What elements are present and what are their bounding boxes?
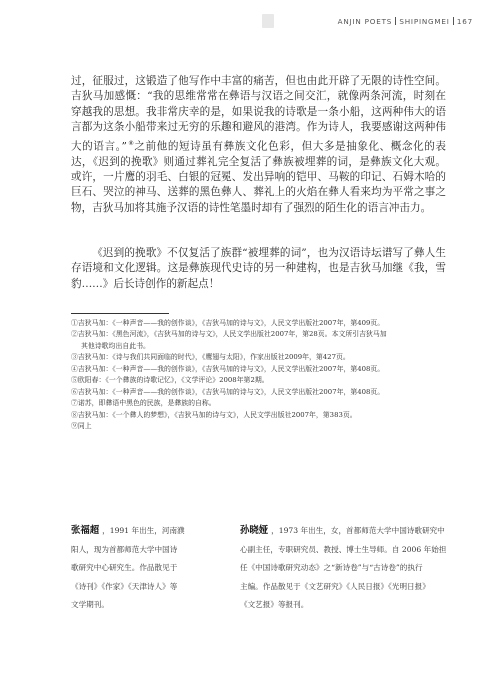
footnotes (71, 318, 446, 433)
footnote-item: ②吉狄马加：《黑色河流》，《吉狄马加的诗与文》，人民文学出版社2007年，第28页。本文所引吉狄马加 (71, 330, 387, 339)
footnote-item: ⑨同上 (71, 422, 92, 431)
body-paragraph-2 (71, 246, 446, 292)
bio-line: 阳人，现为首都师范大学中国诗 (71, 544, 178, 554)
running-header (0, 14, 499, 34)
header-separator (453, 17, 454, 25)
footnote-item: ③吉狄马加：《诗与我们共同面临的时代》，《鹰翅与太阳》，作家出版社2009年，第427页。 (71, 353, 350, 362)
page-number: 167 (456, 17, 473, 26)
footnote-item: ⑥吉狄马加：《一种声音——我的创作谈》，《吉狄马加的诗与文》，人民文学出版社2007年，第408页。 (71, 387, 385, 396)
series-title: SHIPINGMEI (399, 17, 450, 26)
journal-title: ANJIN POETS (337, 17, 393, 26)
bio-line: 文学期刊。 (71, 600, 109, 610)
author-bio-right (240, 522, 446, 615)
footnote-item: 其他诗歌均出自此书。 (81, 341, 150, 350)
bio-line: 《文艺报》等报刊。 (240, 600, 309, 610)
header-text (338, 17, 473, 26)
bio-line: 主编。作品散见于《文艺研究》《人民日报》《光明日报》 (240, 581, 430, 591)
footnote-item: ⑤欧阳春：《一个彝族的诗歌记忆》，《文学评论》2008年第2期。 (71, 376, 269, 385)
bio-line (71, 522, 218, 541)
paragraph-1-continued: 之前他的短诗虽有彝族文化色彩，但大多是抽象化、概念化的表达，《迟到的挽歌》则通过葬礼完全复活了彝族被埋葬的词，是彝族文化大观。或许，一片鹰的羽毛、白银的冠冕、发出异响的铠甲、马鞍的印记、石姆木哈的巨石、哭泣的神马、送葬的黑色彝人、葬礼上的火焰在彝人看来均为平常之事之物，吉狄马加将其施予汉语的诗性笔墨时却有了强烈的陌生化的语言冲击力。 (71, 140, 446, 214)
footnote-item: ①吉狄马加：《一种声音——我的创作谈》，《吉狄马加的诗与文》，人民文学出版社2007年，第409页。 (71, 319, 385, 327)
footnote-item: ⑧吉狄马加：《一个彝人的梦想》，《吉狄马加的诗与文》，人民文学出版社2007年，第383页。 (71, 410, 357, 419)
author-name: 孙晓娅 (240, 525, 269, 536)
author-bio-left (71, 522, 218, 615)
bio-line: 歌研究中心研究生。作品散见于 (71, 563, 178, 573)
body-paragraph-1 (71, 74, 446, 216)
header-separator (395, 17, 396, 25)
author-name: 张福超 (71, 525, 100, 536)
bio-text: ，1991 年出生，河南濮 (102, 526, 185, 535)
bio-line: 心副主任，专职研究员、教授、博士生导师。自 2006 年始担 (240, 544, 447, 554)
paragraph-1-text: 过，征服过，这锻造了他写作中丰富的痛苦，但也由此开辟了无限的诗性空间。吉狄马加感慨：“我的思维常常在彝语与汉语之间交汇，就像两条河流，时刻在穿越我的思想。我非常庆幸的是，如果说我的诗歌是一条小船，这两种伟大的语言都为这条小船带来过无穷的乐趣和避风的港湾。作为诗人，我要感谢这两种伟大的语言。” (71, 75, 446, 153)
footnote-item: ⑦诺苏，即彝语中黑色的民族，是彝族的自称。 (71, 399, 216, 408)
footnote-divider (71, 313, 169, 314)
footnote-item: ④吉狄马加：《一种声音——我的创作谈》，《吉狄马加的诗与文》，人民文学出版社2007年，第408页。 (71, 364, 385, 373)
footnote-ref: ⑧ (127, 139, 135, 147)
bio-line: 《诗刊》《作家》《天津诗人》等 (71, 581, 178, 591)
bio-text: ，1973 年出生，女，首都师范大学中国诗歌研究中 (271, 526, 445, 535)
paragraph-2-text: 《迟到的挽歌》不仅复活了族群“被埋葬的词”，也为汉语诗坛谱写了彝人生存语境和文化逻辑。这是彝族现代史诗的另一种建构，也是吉狄马加继《我，雪豹……》后长诗创作的新起点！ (71, 247, 446, 290)
bio-line (240, 522, 446, 541)
header-tab-mark (262, 14, 274, 28)
bio-line: 任《中国诗歌研究动态》之“新诗卷”与“古诗卷”的执行 (240, 563, 423, 573)
